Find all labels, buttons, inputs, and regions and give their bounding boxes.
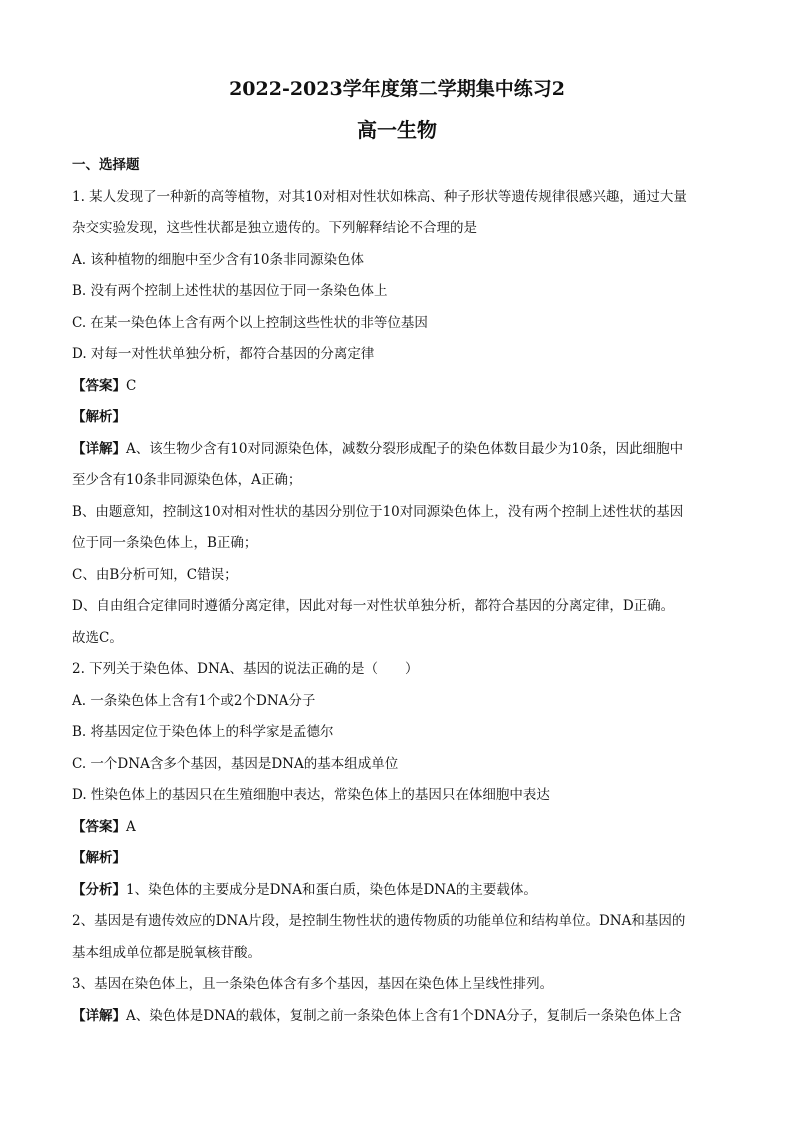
q2-fenxi-text-1: 1、染色体的主要成分是DNA和蛋白质，染色体是DNA的主要载体。 [126,881,537,898]
q1-detail-line-3: B、由题意知，控制这10对相对性状的基因分别位于10对同源染色体上，没有两个控制上述性状的基因 [72,503,684,520]
q1-option-d: D. 对每一对性状单独分析，都符合基因的分离定律 [72,346,375,362]
q1-option-a: A. 该种植物的细胞中至少含有10条非同源染色体 [72,251,365,268]
q1-detail-tag: 【详解】 [72,440,126,457]
q1-stem-line-2: 杂交实验发现，这些性状都是独立遗传的。下列解释结论不合理的是 [72,220,477,236]
q2-option-b: B. 将基因定位于染色体上的科学家是孟德尔 [72,724,334,740]
page-title: 2022-2023学年度第二学期集中练习2 [229,78,565,100]
q1-detail-line-5: C、由B分析可知，C错误； [72,566,238,583]
q1-answer [72,371,722,403]
q2-option-d: D. 性染色体上的基因只在生殖细胞中表达，常染色体上的基因只在体细胞中表达 [72,787,550,803]
q1-detail-line-6: D、自由组合定律同时遵循分离定律，因此对每一对性状单独分析，都符合基因的分离定律，D正确。 [72,598,675,614]
q2-fenxi-line-2: 2、基因是有遗传效应的DNA片段，是控制生物性状的遗传物质的功能单位和结构单位。DNA和基因的 [72,913,686,929]
q1-detail-line-4: 位于同一条染色体上，B正确； [72,535,258,551]
q1-answer-value: C [126,377,137,394]
q2-detail-text-1: A、染色体是DNA的载体，复制之前一条染色体上含有1个DNA分子，复制后一条染色体上含 [126,1007,682,1024]
q2-detail-line-1 [72,1001,722,1033]
q2-detail-tag: 【详解】 [72,1007,126,1024]
q2-answer [72,812,722,844]
q2-answer-tag: 【答案】 [72,818,126,835]
q1-detail-line-7: 故选C。 [72,629,123,646]
q2-answer-value: A [126,818,136,835]
q2-option-c: C. 一个DNA含多个基因，基因是DNA的基本组成单位 [72,755,399,772]
q1-analysis-tag: 【解析】 [72,409,126,425]
q2-option-a: A. 一条染色体上含有1个或2个DNA分子 [72,692,316,709]
q1-detail-text-1: A、该生物少含有10对同源染色体，减数分裂形成配子的染色体数目最少为10条，因此细胞中 [126,440,684,457]
q1-stem-line-1: 1. 某人发现了一种新的高等植物，对其10对相对性状如株高、种子形状等遗传规律很感兴趣，通过大量 [72,188,687,205]
q1-option-c: C. 在某一染色体上含有两个以上控制这些性状的非等位基因 [72,314,428,331]
page-subtitle: 高一生物 [357,118,437,142]
q1-detail-line-2: 至少含有10条非同源染色体，A正确； [72,472,302,488]
q2-stem: 2. 下列关于染色体、DNA、基因的说法正确的是（ ） [72,661,419,677]
q1-answer-tag: 【答案】 [72,377,126,394]
q2-analysis-tag: 【解析】 [72,850,126,866]
q1-option-b: B. 没有两个控制上述性状的基因位于同一条染色体上 [72,283,388,299]
q2-fenxi-tag: 【分析】 [72,881,126,898]
q1-detail-line-1 [72,434,722,466]
document-body [72,150,722,1032]
q2-fenxi-line-4: 3、基因在染色体上，且一条染色体含有多个基因，基因在染色体上呈线性排列。 [72,976,554,992]
q2-fenxi-line-1 [72,875,722,907]
section-heading: 一、选择题 [72,157,140,173]
q2-fenxi-line-3: 基本组成单位都是脱氧核苷酸。 [72,944,261,961]
